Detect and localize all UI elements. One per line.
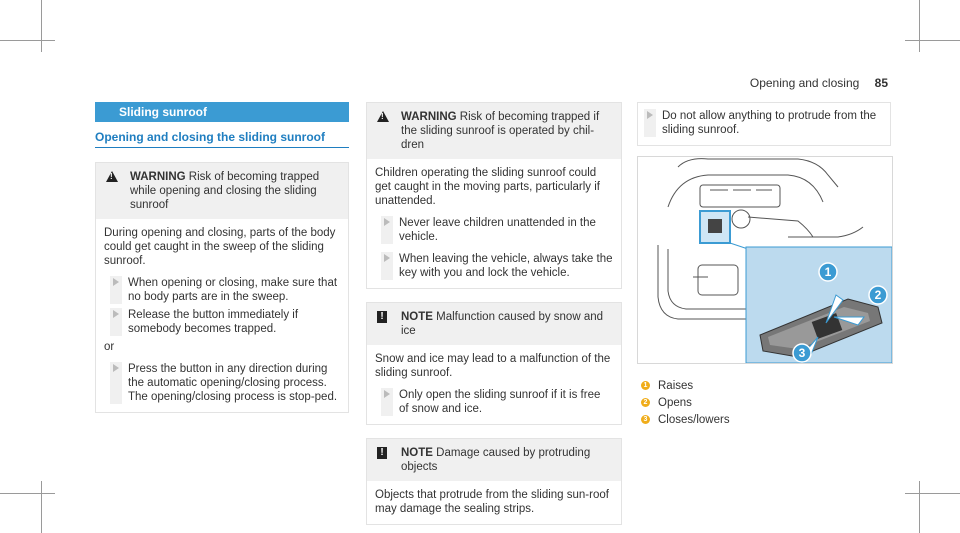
legend-text: Opens: [658, 396, 692, 409]
section-title: Sliding sunroof: [95, 102, 349, 122]
list-item: Release the button immediately if somebody becomes trapped.: [104, 308, 340, 336]
note-body: [367, 481, 621, 524]
legend-text: Raises: [658, 379, 694, 392]
warning-icon: [377, 111, 389, 122]
warning-label: WARNING: [401, 111, 457, 123]
column-2: [366, 102, 622, 525]
illustration-legend: [637, 377, 891, 428]
page-number: 85: [874, 76, 888, 90]
note-text: Malfunction caused by snow and ice: [401, 311, 604, 337]
legend-item: [637, 411, 891, 428]
crop-mark: [905, 40, 960, 41]
note-label: NOTE: [401, 311, 433, 323]
continued-box: [637, 102, 891, 146]
legend-text: Closes/lowers: [658, 413, 730, 426]
note-header: [367, 439, 621, 481]
warning-paragraph: Children operating the sliding sunroof could get caught in the moving parts, particularly if unattended.: [375, 167, 601, 207]
warning-text: Risk of becoming trapped if the sliding sunroof is operated by chil-dren: [401, 111, 600, 151]
list-item: Do not allow anything to protrude from the sliding sunroof.: [638, 109, 882, 137]
list-item: When opening or closing, make sure that no body parts are in the sweep.: [104, 276, 340, 304]
warning-icon: [106, 171, 118, 182]
legend-item: [637, 377, 891, 394]
warning-label: WARNING: [130, 171, 186, 183]
header-title: Opening and closing: [749, 76, 860, 90]
note-body: [367, 345, 621, 424]
warning-box: [95, 162, 349, 413]
legend-number-badge: 3: [641, 415, 650, 424]
or-label: or: [104, 341, 115, 353]
list-item: Never leave children unattended in the vehicle.: [375, 216, 613, 244]
svg-text:2: 2: [874, 288, 882, 302]
note-paragraph: Snow and ice may lead to a malfunction of the sliding sunroof.: [375, 353, 611, 379]
crop-mark: [41, 481, 42, 533]
note-box: [366, 302, 622, 425]
crop-mark: [41, 0, 42, 52]
warning-header: [367, 103, 621, 159]
warning-box: [366, 102, 622, 289]
warning-body: [367, 159, 621, 288]
crop-mark: [905, 493, 960, 494]
crop-mark: [0, 40, 55, 41]
note-box: [366, 438, 622, 525]
note-paragraph: Objects that protrude from the sliding sun-roof may damage the sealing strips.: [375, 489, 609, 515]
svg-text:3: 3: [798, 346, 806, 360]
svg-text:1: 1: [824, 265, 832, 279]
crop-mark: [919, 481, 920, 533]
legend-number-badge: 1: [641, 381, 650, 390]
warning-text: Risk of becoming trapped while opening and closing the sliding sunroof: [130, 171, 320, 211]
legend-item: [637, 394, 891, 411]
legend-number-badge: 2: [641, 398, 650, 407]
note-icon: !: [377, 447, 387, 459]
warning-header: [96, 163, 348, 219]
column-3: [637, 102, 891, 428]
warning-body: [96, 219, 348, 412]
note-icon: !: [377, 311, 387, 323]
subsection-title: Opening and closing the sliding sunroof: [95, 130, 349, 148]
crop-mark: [919, 0, 920, 52]
crop-mark: [0, 493, 55, 494]
warning-paragraph: During opening and closing, parts of the body could get caught in the sweep of the sliding sunroof.: [104, 227, 336, 267]
note-header: [367, 303, 621, 345]
note-text: Damage caused by protruding objects: [401, 447, 591, 473]
sunroof-switch-illustration: [637, 156, 893, 364]
list-item: Press the button in any direction during the automatic opening/closing process. The opening/closing process is stop-ped.: [104, 362, 340, 404]
running-header: [750, 76, 888, 90]
note-label: NOTE: [401, 447, 433, 459]
list-item: Only open the sliding sunroof if it is free of snow and ice.: [375, 388, 613, 416]
illustration-drawing: [638, 157, 892, 363]
column-1: [95, 102, 349, 413]
list-item: When leaving the vehicle, always take the key with you and lock the vehicle.: [375, 252, 613, 280]
